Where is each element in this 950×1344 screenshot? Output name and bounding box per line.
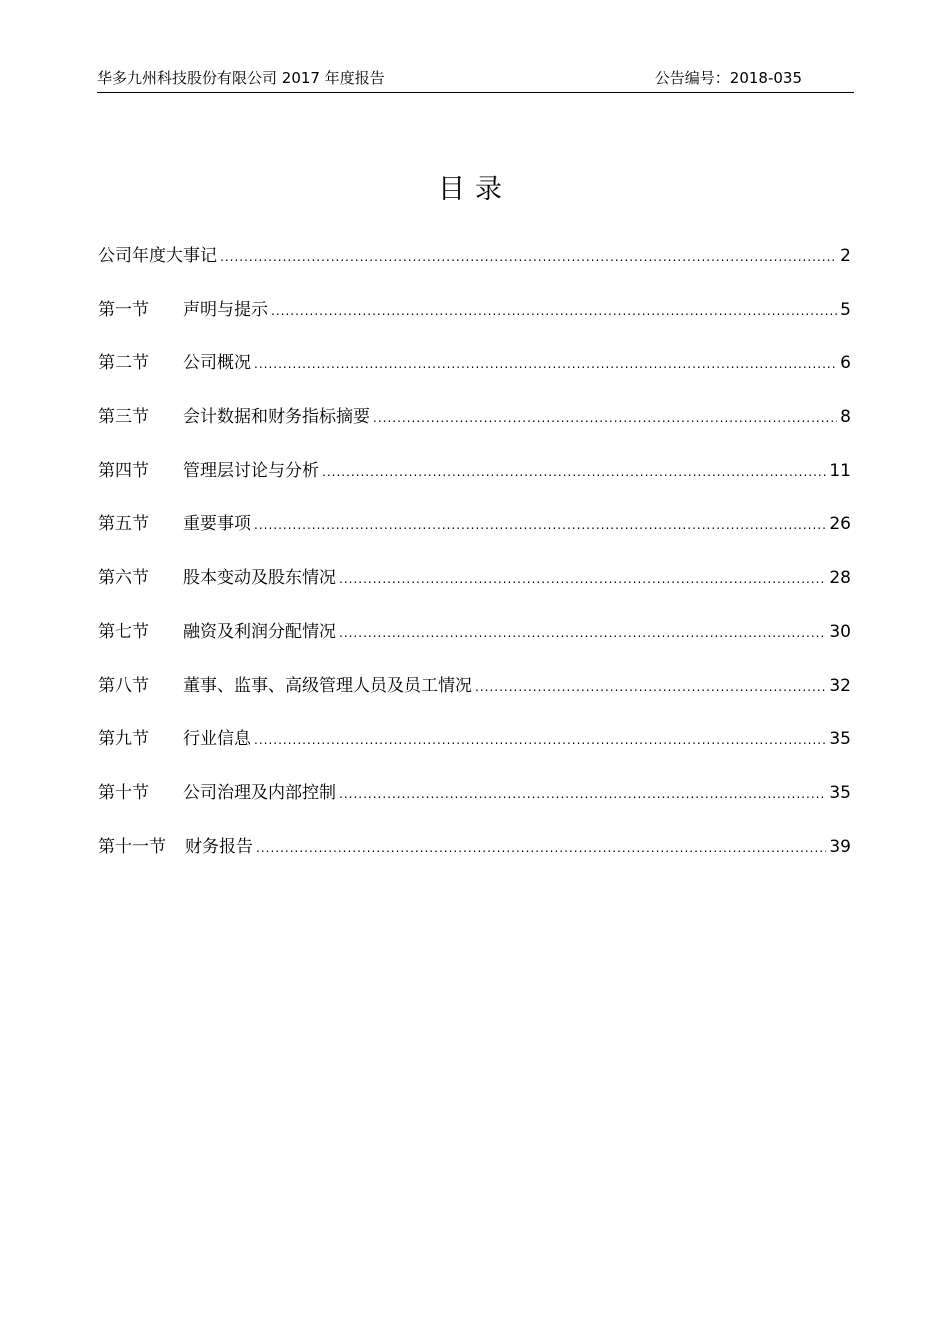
toc-page-number: 6 bbox=[840, 353, 851, 374]
toc-section-title: 董事、监事、高级管理人员及员工情况 bbox=[183, 675, 472, 696]
toc-section-title: 公司年度大事记 bbox=[98, 246, 217, 266]
toc-page-number: 5 bbox=[840, 299, 851, 320]
toc-page-number: 11 bbox=[829, 460, 851, 481]
toc-section-number: 第六节 bbox=[98, 568, 149, 589]
toc-entry[interactable] bbox=[98, 348, 851, 402]
header-company-report: 华多九州科技股份有限公司 2017 年度报告 bbox=[97, 69, 385, 87]
toc-page-number: 2 bbox=[840, 246, 851, 266]
toc-page-number: 39 bbox=[829, 836, 851, 857]
toc-entry[interactable] bbox=[98, 778, 851, 832]
header-announcement-number: 公告编号：2018-035 bbox=[654, 69, 802, 87]
toc-dot-leader bbox=[339, 779, 826, 809]
toc-dot-leader bbox=[256, 833, 826, 863]
toc-section-number: 第五节 bbox=[98, 514, 149, 535]
toc-page-number: 28 bbox=[829, 568, 851, 589]
toc-section-number: 第十节 bbox=[98, 782, 149, 803]
toc-section-number: 第四节 bbox=[98, 460, 149, 481]
toc-dot-leader bbox=[339, 618, 826, 648]
toc-section-number: 第一节 bbox=[98, 299, 149, 320]
toc-entry[interactable] bbox=[98, 509, 851, 563]
toc-entry[interactable] bbox=[98, 832, 851, 886]
toc-section-title: 重要事项 bbox=[183, 514, 251, 535]
table-of-contents bbox=[98, 241, 851, 885]
page-header bbox=[97, 67, 854, 93]
page-title: 目录 bbox=[438, 174, 512, 205]
toc-dot-leader bbox=[254, 349, 837, 379]
toc-page-number: 35 bbox=[829, 782, 851, 803]
toc-section-number: 第二节 bbox=[98, 353, 149, 374]
toc-entry[interactable] bbox=[98, 563, 851, 617]
toc-entry[interactable] bbox=[98, 617, 851, 671]
toc-section-number: 第八节 bbox=[98, 675, 149, 696]
toc-entry[interactable] bbox=[98, 671, 851, 725]
toc-dot-leader bbox=[254, 510, 826, 540]
toc-dot-leader bbox=[322, 457, 826, 487]
toc-section-number: 第十一节 bbox=[98, 836, 166, 857]
toc-section-title: 会计数据和财务指标摘要 bbox=[183, 407, 370, 428]
toc-page-number: 32 bbox=[829, 675, 851, 696]
toc-section-title: 管理层讨论与分析 bbox=[183, 460, 319, 481]
toc-section-title: 行业信息 bbox=[183, 729, 251, 750]
toc-section-number: 第七节 bbox=[98, 621, 149, 642]
toc-section-number: 第九节 bbox=[98, 729, 149, 750]
toc-entry[interactable] bbox=[98, 241, 851, 295]
toc-page-number: 35 bbox=[829, 729, 851, 750]
toc-dot-leader bbox=[339, 564, 826, 594]
toc-section-title: 声明与提示 bbox=[183, 299, 268, 320]
toc-section-title: 股本变动及股东情况 bbox=[183, 568, 336, 589]
toc-dot-leader bbox=[373, 403, 837, 433]
toc-section-title: 公司概况 bbox=[183, 353, 251, 374]
toc-dot-leader bbox=[271, 296, 837, 326]
toc-dot-leader bbox=[475, 672, 826, 702]
toc-section-title: 财务报告 bbox=[185, 836, 253, 857]
toc-page-number: 30 bbox=[829, 621, 851, 642]
toc-page-number: 26 bbox=[829, 514, 851, 535]
toc-entry[interactable] bbox=[98, 295, 851, 349]
toc-dot-leader bbox=[254, 725, 826, 755]
toc-section-number: 第三节 bbox=[98, 407, 149, 428]
toc-section-title: 公司治理及内部控制 bbox=[183, 782, 336, 803]
toc-page-number: 8 bbox=[840, 407, 851, 428]
toc-entry[interactable] bbox=[98, 724, 851, 778]
toc-dot-leader bbox=[220, 242, 837, 272]
toc-entry[interactable] bbox=[98, 456, 851, 510]
toc-section-title: 融资及利润分配情况 bbox=[183, 621, 336, 642]
toc-entry[interactable] bbox=[98, 402, 851, 456]
